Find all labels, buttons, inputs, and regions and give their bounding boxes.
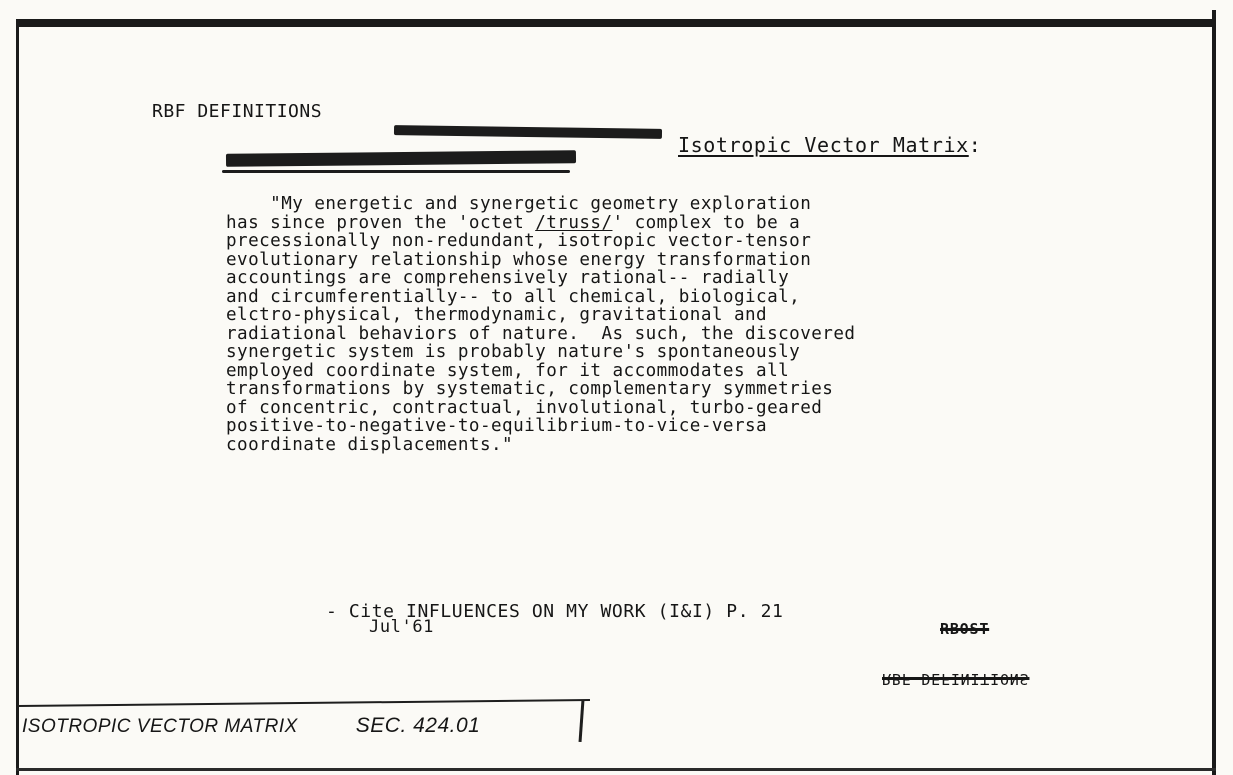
quote-line-text: has since proven the 'octet [226, 212, 536, 233]
quote-line: positive-to-negative-to-equilibrium-to-vice-versa [226, 416, 768, 436]
struck-out-text: RBF DEFINITIONS [882, 670, 1030, 688]
quote-insertion: /truss/ [535, 212, 613, 233]
definition-term-colon: : [968, 133, 982, 157]
quote-line: precessionally non-redundant, isotropic vector-tensor [226, 231, 812, 251]
definition-term [678, 133, 981, 157]
card-top-border [16, 19, 1216, 27]
card-right-border [1212, 10, 1216, 775]
document-heading: RBF DEFINITIONS [152, 101, 323, 122]
quote-line [226, 214, 1046, 233]
quote-line: evolutionary relationship whose energy transformation [226, 249, 812, 270]
definition-term-text: Isotropic Vector Matrix [678, 133, 969, 157]
card-left-border [16, 19, 19, 775]
quote-line: synergetic system is probably nature's spontaneously [226, 342, 801, 362]
card-bottom-border [16, 768, 1216, 771]
citation-date: Jul'61 [369, 617, 435, 637]
handwritten-underline [18, 699, 590, 707]
handwritten-annotation [22, 714, 480, 738]
definition-quote [226, 195, 1046, 454]
handwritten-label: ISOTROPIC VECTOR MATRIX [22, 716, 298, 737]
quote-line: employed coordinate system, for it accommodates all [226, 360, 790, 381]
quote-line: elctro-physical, thermodynamic, gravitational and [226, 305, 768, 325]
quote-line: of concentric, contractual, involutional, turbo-geared [226, 397, 823, 418]
handwritten-section: SEC. 424.01 [355, 714, 481, 737]
redaction-mark [394, 125, 662, 139]
citation: - Cite INFLUENCES ON MY WORK (I&I) P. 21 [326, 601, 784, 622]
quote-line: transformations by systematic, complementary symmetries [226, 379, 834, 399]
struck-out-text: RBOST [940, 620, 990, 638]
quote-line-text: ' complex to be a [612, 212, 801, 233]
redaction-mark [222, 170, 570, 173]
quote-line: radiational behaviors of nature. As such, the discovered [226, 323, 856, 344]
quote-line: accountings are comprehensively rational-- radially [226, 268, 790, 288]
quote-line: coordinate displacements." [226, 434, 514, 455]
redaction-mark [226, 150, 576, 167]
quote-line: and circumferentially-- to all chemical, biological, [226, 286, 801, 307]
handwritten-bracket [579, 700, 585, 742]
quote-line: "My energetic and synergetic geometry exploration [226, 194, 812, 214]
